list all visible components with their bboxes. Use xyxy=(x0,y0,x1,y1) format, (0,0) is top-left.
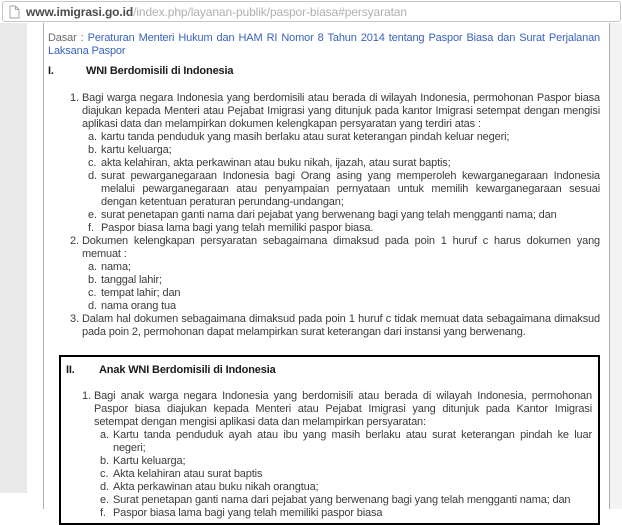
subitem-text: tanggal lahir; xyxy=(101,274,600,287)
content-area xyxy=(43,23,610,509)
subitem-text: nama orang tua xyxy=(101,300,600,313)
list-subitem xyxy=(88,170,600,209)
subitem-text: surat penetapan ganti nama dari pejabat yang berwenang bagi yang telah mengganti nama; dan xyxy=(101,209,600,222)
item-text: Dokumen kelengkapan persyaratan sebagaimana dimaksud pada poin 1 huruf c harus dokumen yang memuat : xyxy=(82,235,600,261)
subitem-text: Paspor biasa lama bagi yang telah memiliki paspor biasa xyxy=(113,507,592,520)
subitem-marker: c. xyxy=(100,468,113,481)
subitem-text: Surat penetapan ganti nama dari pejabat yang berwenang bagi yang telah mengganti nama; dan xyxy=(113,494,592,507)
subitem-marker: c. xyxy=(88,157,101,170)
item-marker: 1. xyxy=(70,92,82,131)
list-subitem xyxy=(88,261,600,274)
list-subitem xyxy=(88,209,600,222)
subitem-text: kartu keluarga; xyxy=(101,144,600,157)
subitem-marker: f. xyxy=(88,222,101,235)
subitem-text: Akta kelahiran atau surat baptis xyxy=(113,468,592,481)
subitem-marker: b. xyxy=(88,274,101,287)
subitem-text: tempat lahir; dan xyxy=(101,287,600,300)
address-bar[interactable] xyxy=(2,1,621,22)
subitem-text: kartu tanda penduduk yang masih berlaku atau surat keterangan pindah keluar negeri; xyxy=(101,131,600,144)
subitem-marker: a. xyxy=(88,261,101,274)
subitem-marker: e. xyxy=(100,494,113,507)
subitem-marker: d. xyxy=(88,170,101,209)
legal-basis-paragraph xyxy=(48,32,600,58)
regulation-link[interactable]: Peraturan Menteri Hukum dan HAM RI Nomor 8 Tahun 2014 tentang Paspor Biasa dan Surat Perjalanan Laksana Paspor xyxy=(48,32,600,57)
item-marker: 2. xyxy=(70,235,82,261)
subitem-text: akta kelahiran, akta perkawinan atau buku nikah, ijazah, atau surat baptis; xyxy=(101,157,600,170)
section-2-title: Anak WNI Berdomisili di Indonesia xyxy=(99,364,276,377)
legal-basis-label: Dasar : xyxy=(48,32,84,44)
list-item xyxy=(70,235,600,261)
url-host: www.imigrasi.go.id xyxy=(26,5,133,19)
list-subitem xyxy=(100,494,592,507)
section-2-heading xyxy=(66,364,592,377)
item-marker: 1. xyxy=(82,390,94,429)
section-1-heading xyxy=(48,65,600,78)
subitem-marker: a. xyxy=(100,429,113,455)
section-2-number: II. xyxy=(66,364,99,377)
right-gutter xyxy=(610,23,622,509)
url-path: /index.php/layanan-publik/paspor-biasa#persyaratan xyxy=(133,5,407,19)
subitem-text: nama; xyxy=(101,261,600,274)
subitem-marker: b. xyxy=(100,455,113,468)
list-subitem xyxy=(100,468,592,481)
list-subitem xyxy=(88,144,600,157)
url-text xyxy=(26,5,407,19)
item-text: Dalam hal dokumen sebagaimana dimaksud pada poin 1 huruf c tidak memuat data sebagaimana dimaksud pada poin 2, permohonan dapat melampirkan surat keterangan dari instansi yang berwenang. xyxy=(82,313,600,339)
item-marker: 3. xyxy=(70,313,82,339)
list-subitem xyxy=(88,222,600,235)
item-text: Bagi warga negara Indonesia yang berdomisili atau berada di wilayah Indonesia, permohonan Paspor biasa diajukan kepada Menteri atau Pejabat Imigrasi yang ditunjuk pada kantor Imigrasi setempat dengan mengisi aplikasi data dan melampirkan dokumen kelengkapan persyaratan yang terdiri atas : xyxy=(82,92,600,131)
subitem-marker: b. xyxy=(88,144,101,157)
list-subitem xyxy=(88,300,600,313)
list-subitem xyxy=(88,274,600,287)
section-1-number: I. xyxy=(48,65,86,78)
section-1-title: WNI Berdomisili di Indonesia xyxy=(86,65,233,78)
list-item xyxy=(70,313,600,339)
item-text: Bagi anak warga negara Indonesia yang berdomisili atau berada di wilayah Indonesia, permohonan Paspor biasa diajukan kepada Menteri atau Pejabat Imigrasi yang ditunjuk pada Kantor Imigrasi setempat dengan mengisi aplikasi data dan melampirkan persyaratan: xyxy=(94,390,592,429)
list-item xyxy=(82,390,592,429)
left-gutter xyxy=(0,23,27,493)
subitem-marker: a. xyxy=(88,131,101,144)
list-subitem xyxy=(100,429,592,455)
list-subitem xyxy=(88,131,600,144)
subitem-marker: c. xyxy=(88,287,101,300)
subitem-text: Kartu keluarga; xyxy=(113,455,592,468)
subitem-marker: f. xyxy=(100,507,113,520)
page-icon xyxy=(9,5,20,19)
subitem-text: Paspor biasa lama bagi yang telah memiliki paspor biasa. xyxy=(101,222,600,235)
subitem-marker: e. xyxy=(88,209,101,222)
subitem-text: Kartu tanda penduduk ayah atau ibu yang masih berlaku atau surat keterangan pindah ke luar negeri; xyxy=(113,429,592,455)
list-subitem xyxy=(88,157,600,170)
page-body xyxy=(0,23,622,509)
subitem-text: surat pewarganegaraan Indonesia bagi Orang asing yang memperoleh kewarganegaraan Indonesia melalui pewarganegaraan atau penyampaian pernyataan untuk memilih kewarganegaraan sesuai dengan ketentuan peraturan perundang-undangan; xyxy=(101,170,600,209)
subitem-text: Akta perkawinan atau buku nikah orangtua; xyxy=(113,481,592,494)
list-item xyxy=(70,92,600,131)
list-subitem xyxy=(88,287,600,300)
section-2-box xyxy=(59,355,600,525)
list-subitem xyxy=(100,481,592,494)
subitem-marker: d. xyxy=(100,481,113,494)
subitem-marker: d. xyxy=(88,300,101,313)
list-subitem xyxy=(100,455,592,468)
